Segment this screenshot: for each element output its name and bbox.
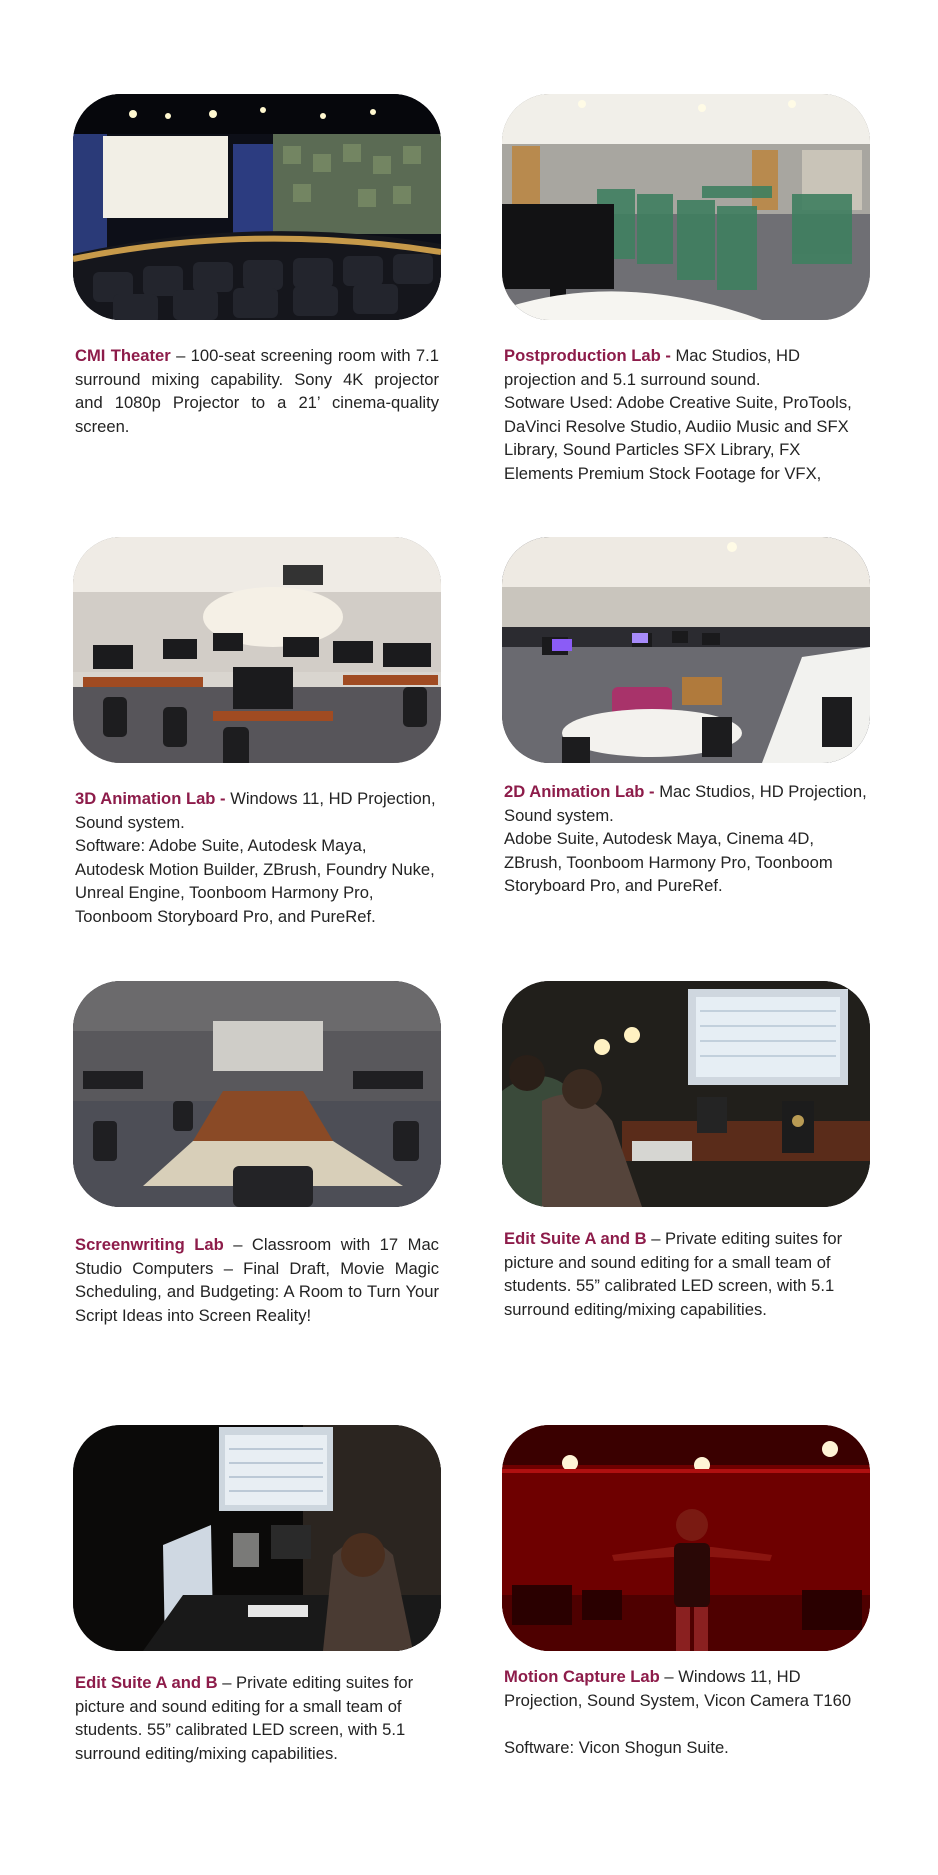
card-text: Software: Adobe Suite, Autodesk Maya, Autodesk Motion Builder, ZBrush, Foundry Nuke, Unreal Engine, Toonboom Harmony Pro, Toonboom Storyboard Pro, and PureRef.: [75, 836, 435, 926]
edit-suite-description-2: [75, 1671, 439, 1765]
2d-animation-lab-photo: [502, 537, 870, 763]
card-motion-capture-lab: [502, 1425, 870, 1757]
card-edit-suite-1: [502, 981, 870, 1319]
2d-animation-lab-description: [504, 780, 868, 898]
card-text: Mac Studios, HD projection and 5.1 surround sound.: [504, 346, 800, 389]
screenwriting-lab-description: [75, 1233, 439, 1327]
paragraph-gap: [504, 1712, 868, 1736]
card-text: – Private editing suites for picture and sound editing for a small team of students. 55” calibrated LED screen, with 5.1 surround editing/mixing capabilities.: [75, 1673, 414, 1763]
card-text: Windows 11, HD Projection, Sound system.: [75, 789, 436, 832]
edit-suite-description: [504, 1227, 868, 1321]
card-title: 3D Animation Lab -: [75, 789, 226, 808]
card-text: – Classroom with 17 Mac Studio Computers – Final Draft, Movie Magic Scheduling, and Budgeting: A Room to Turn Your Script Ideas into Screen Reality!: [75, 1235, 439, 1325]
card-text: – Windows 11, HD Projection, Sound System, Vicon Camera T160: [504, 1667, 852, 1710]
card-title: 2D Animation Lab -: [504, 782, 655, 801]
motion-capture-lab-photo: [502, 1425, 870, 1651]
card-postproduction-lab: [502, 94, 870, 483]
card-screenwriting-lab: [73, 981, 441, 1325]
card-edit-suite-2: [73, 1425, 441, 1763]
postproduction-lab-description: [504, 344, 868, 486]
3d-animation-lab-photo: [73, 537, 441, 763]
edit-suite-photo: [502, 981, 870, 1207]
card-text: – 100-seat screening room with 7.1 surround mixing capability. Sony 4K projector and 1080p Projector to a 21’ cinema-quality screen.: [75, 346, 439, 436]
card-title: Motion Capture Lab: [504, 1667, 660, 1686]
card-title: Screenwriting Lab: [75, 1235, 224, 1254]
card-text: Mac Studios, HD Projection, Sound system.: [504, 782, 867, 825]
card-text: Adobe Suite, Autodesk Maya, Cinema 4D, ZBrush, Toonboom Harmony Pro, Toonboom Storyboard Pro, and PureRef.: [504, 829, 833, 896]
motion-capture-lab-description: [504, 1665, 868, 1759]
card-3d-animation-lab: [73, 537, 441, 926]
screenwriting-lab-photo: [73, 981, 441, 1207]
3d-animation-lab-description: [75, 787, 439, 929]
card-2d-animation-lab: [502, 537, 870, 896]
card-title: Postproduction Lab -: [504, 346, 671, 365]
card-text: Software: Vicon Shogun Suite.: [504, 1737, 729, 1757]
card-title: Edit Suite A and B: [75, 1673, 218, 1692]
card-cmi-theater: [73, 94, 441, 436]
cmi-theater-description: [75, 344, 439, 438]
postproduction-lab-photo: [502, 94, 870, 320]
card-text: Sotware Used: Adobe Creative Suite, ProTools, DaVinci Resolve Studio, Audiio Music and SFX Library, Sound Particles SFX Library, FX Elements Premium Stock Footage for VFX,: [504, 393, 852, 483]
edit-suite-photo-2: [73, 1425, 441, 1651]
cmi-theater-photo: [73, 94, 441, 320]
card-title: Edit Suite A and B: [504, 1229, 647, 1248]
card-title: CMI Theater: [75, 346, 171, 365]
card-text: – Private editing suites for picture and sound editing for a small team of students. 55” calibrated LED screen, with 5.1 surround editing/mixing capabilities.: [504, 1229, 843, 1319]
